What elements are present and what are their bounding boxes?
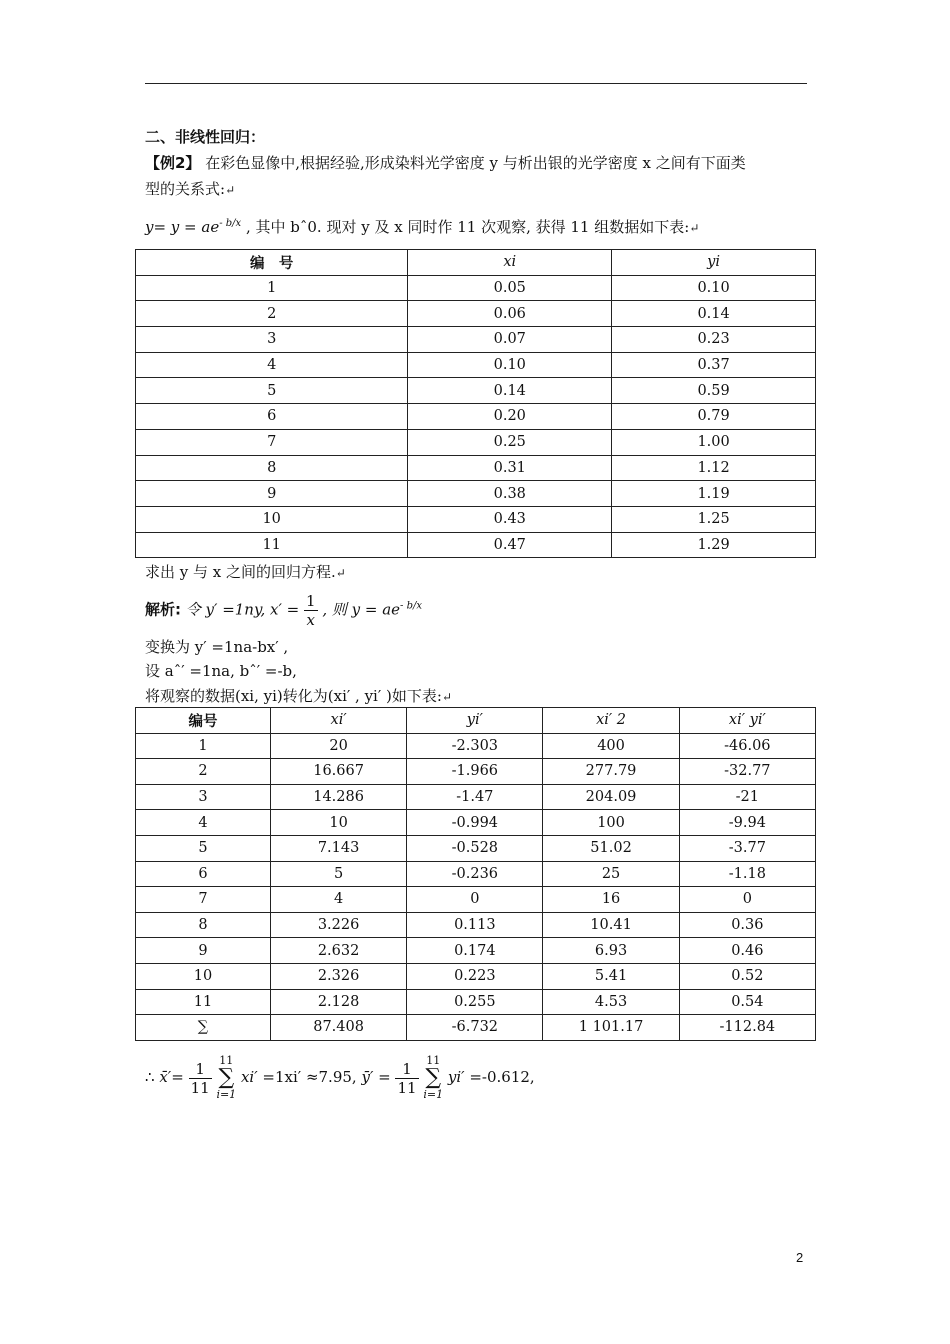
header-rule [145, 83, 807, 84]
table-cell: 0.10 [612, 275, 816, 301]
solution-text-4: 将观察的数据(xi, yi)转化为(xi′ , yi′ )如下表: [145, 687, 442, 705]
table-row [136, 835, 816, 861]
equals-sign: = [171, 1068, 184, 1086]
table-cell: 5 [136, 378, 408, 404]
formula-exponent: - b/x [219, 218, 242, 229]
table-cell: 0.52 [679, 963, 815, 989]
table-cell: 4 [136, 810, 271, 836]
table-header-cell: yi′ [407, 708, 543, 734]
table-cell: 5 [136, 835, 271, 861]
table-cell: 20 [270, 733, 406, 759]
table-cell: 400 [543, 733, 679, 759]
example-line-2 [145, 179, 235, 200]
table-cell: 0.25 [408, 429, 612, 455]
table-row [136, 378, 816, 404]
table-cell: 0.47 [408, 532, 612, 558]
table-cell: 9 [136, 938, 271, 964]
question-text: 求出 y 与 x 之间的回归方程. [145, 563, 336, 581]
table-cell: -9.94 [679, 810, 815, 836]
equals-sign: = [373, 1068, 396, 1086]
solution-label: 解析: [145, 600, 181, 619]
table-cell: 6.93 [543, 938, 679, 964]
table-header-cell: 编 号 [136, 250, 408, 276]
table-cell: 1.00 [612, 429, 816, 455]
table-cell: 6 [136, 404, 408, 430]
table-cell: 0.113 [407, 912, 543, 938]
table-cell: 1 [136, 733, 271, 759]
table-row [136, 455, 816, 481]
table-cell: 0.14 [612, 301, 816, 327]
table-cell: -1.47 [407, 784, 543, 810]
table-cell: 0.46 [679, 938, 815, 964]
table-cell: 1.25 [612, 506, 816, 532]
table-cell: 7.143 [270, 835, 406, 861]
table-cell: 8 [136, 455, 408, 481]
table-row [136, 989, 816, 1015]
x-mean: x̄′ [159, 1068, 172, 1086]
table-cell: 11 [136, 532, 408, 558]
table-row [136, 481, 816, 507]
table-cell: -32.77 [679, 759, 815, 785]
table-cell: 10.41 [543, 912, 679, 938]
page-number: 2 [796, 1250, 804, 1265]
return-mark-icon: ↵ [335, 566, 346, 580]
table-cell: 3.226 [270, 912, 406, 938]
table-cell: 3 [136, 784, 271, 810]
table-cell: 5.41 [543, 963, 679, 989]
table-cell: 0 [679, 887, 815, 913]
table-cell: 0.255 [407, 989, 543, 1015]
example-line-1 [145, 153, 746, 173]
table-row [136, 759, 816, 785]
table-cell: -2.303 [407, 733, 543, 759]
table-row [136, 887, 816, 913]
y-mean-value: =-0.612, [469, 1068, 535, 1086]
example-text-2: 型的关系式: [145, 180, 226, 198]
table-cell: -0.994 [407, 810, 543, 836]
table-row [136, 810, 816, 836]
table-cell: 5 [270, 861, 406, 887]
table-cell: 0.79 [612, 404, 816, 430]
solution-line-3: 设 aˆ′ =1na, bˆ′ =-b, [145, 662, 297, 680]
fraction: $\frac{1}{11}$ [397, 1059, 417, 1097]
solution-text-1: 令 y′ =1ny, x′ = [185, 600, 300, 619]
table-header-cell: xi′ yi′ [679, 708, 815, 734]
solution-line-4 [145, 686, 452, 707]
table-row [136, 861, 816, 887]
table-header-row [136, 250, 816, 276]
table-cell: 0.07 [408, 327, 612, 353]
section-title: 二、非线性回归： [145, 128, 266, 146]
table-cell: 204.09 [543, 784, 679, 810]
table-row [136, 784, 816, 810]
table-cell: 0.20 [408, 404, 612, 430]
observation-table [135, 249, 816, 558]
table-cell: 51.02 [543, 835, 679, 861]
table-cell: -6.732 [407, 1015, 543, 1041]
table-cell: -0.528 [407, 835, 543, 861]
table-cell: 6 [136, 861, 271, 887]
table-cell: 1.12 [612, 455, 816, 481]
table-cell: 2 [136, 759, 271, 785]
mean-formula [145, 1055, 535, 1101]
y-term: yi′ [447, 1068, 465, 1086]
x-term: xi′ [240, 1068, 258, 1086]
solution-line-1 [145, 592, 422, 629]
table-cell: 0.54 [679, 989, 815, 1015]
table-cell: 0.23 [612, 327, 816, 353]
table-cell: 14.286 [270, 784, 406, 810]
table-cell: 9 [136, 481, 408, 507]
table-cell: 10 [136, 506, 408, 532]
table-header-cell: xi′ [270, 708, 406, 734]
table-cell: 0.10 [408, 352, 612, 378]
table-cell: 0.59 [612, 378, 816, 404]
table-cell: 0.31 [408, 455, 612, 481]
table-cell: 0.05 [408, 275, 612, 301]
table-cell: 0 [407, 887, 543, 913]
table-cell: 0.06 [408, 301, 612, 327]
table-cell: 1 [136, 275, 408, 301]
transformed-table [135, 707, 816, 1041]
table-header-cell: xi′ 2 [543, 708, 679, 734]
table-cell: 2 [136, 301, 408, 327]
solution-line-2: 变换为 y′ =1na-bx′ , [145, 638, 289, 656]
table-cell: -21 [679, 784, 815, 810]
table-cell: 7 [136, 887, 271, 913]
return-mark-icon: ↵ [441, 690, 453, 704]
table-cell: 7 [136, 429, 408, 455]
table-cell: -0.236 [407, 861, 543, 887]
return-mark-icon: ↵ [689, 221, 700, 235]
table-cell: 1.19 [612, 481, 816, 507]
table-cell: 0.36 [679, 912, 815, 938]
fraction: $\frac{1}{x}$ [305, 592, 316, 629]
example-formula-line [145, 214, 699, 238]
table-row [136, 733, 816, 759]
table-cell: 1.29 [612, 532, 816, 558]
table-row [136, 352, 816, 378]
table-cell: -112.84 [679, 1015, 815, 1041]
table-cell: 277.79 [543, 759, 679, 785]
therefore-symbol: ∴ [145, 1068, 155, 1086]
table-row [136, 963, 816, 989]
table-cell: 100 [543, 810, 679, 836]
table-row [136, 506, 816, 532]
question-line [145, 562, 346, 583]
return-mark-icon: ↵ [225, 183, 236, 197]
table-cell: 0.174 [407, 938, 543, 964]
formula-rest: , 其中 bˆ0. 现对 y 及 x 同时作 11 次观察, 获得 11 组数据如下表: [245, 218, 690, 236]
formula-main: y= y = ae [145, 218, 220, 236]
table-cell: 11 [136, 989, 271, 1015]
table-cell: 3 [136, 327, 408, 353]
table-row [136, 301, 816, 327]
table-cell: 10 [270, 810, 406, 836]
table-cell: 4.53 [543, 989, 679, 1015]
table-cell: -1.966 [407, 759, 543, 785]
table-row [136, 912, 816, 938]
fraction: $\frac{1}{11}$ [190, 1059, 210, 1097]
table-cell: ∑ [136, 1015, 271, 1041]
summation-icon: 11 ∑ i=1 [216, 1054, 237, 1101]
table-header-row [136, 708, 816, 734]
table-cell: 0.223 [407, 963, 543, 989]
table-cell: 16 [543, 887, 679, 913]
table-row [136, 532, 816, 558]
solution-text-2: , 则 y = ae [322, 600, 401, 619]
example-text-1: 在彩色显像中,根据经验,形成染料光学密度 y 与析出银的光学密度 x 之间有下面类 [205, 154, 746, 172]
table-cell: 1 101.17 [543, 1015, 679, 1041]
y-mean: ȳ′ [361, 1068, 374, 1086]
table-cell: -1.18 [679, 861, 815, 887]
table-row [136, 938, 816, 964]
table-cell: 16.667 [270, 759, 406, 785]
table-row [136, 275, 816, 301]
x-mean-value: =1xi′ ≈7.95, [262, 1068, 357, 1086]
example-label: 【例2】 [145, 154, 201, 172]
formula-exponent: - b/x [400, 600, 422, 612]
table-row [136, 429, 816, 455]
table-row [136, 327, 816, 353]
table-cell: 87.408 [270, 1015, 406, 1041]
table-cell: 8 [136, 912, 271, 938]
table-cell: 10 [136, 963, 271, 989]
summation-icon: 11 ∑ i=1 [423, 1054, 444, 1101]
table-row [136, 404, 816, 430]
table-cell: 0.37 [612, 352, 816, 378]
table-cell: 0.43 [408, 506, 612, 532]
table-header-cell: 编号 [136, 708, 271, 734]
table-cell: 0.14 [408, 378, 612, 404]
table-cell: 0.38 [408, 481, 612, 507]
table-cell: -46.06 [679, 733, 815, 759]
table-cell: 2.128 [270, 989, 406, 1015]
table-cell: 2.326 [270, 963, 406, 989]
table-cell: 2.632 [270, 938, 406, 964]
table-row [136, 1015, 816, 1041]
table-cell: -3.77 [679, 835, 815, 861]
table-cell: 4 [136, 352, 408, 378]
table-header-cell: xi [408, 250, 612, 276]
table-cell: 4 [270, 887, 406, 913]
table-header-cell: yi [612, 250, 816, 276]
table-cell: 25 [543, 861, 679, 887]
